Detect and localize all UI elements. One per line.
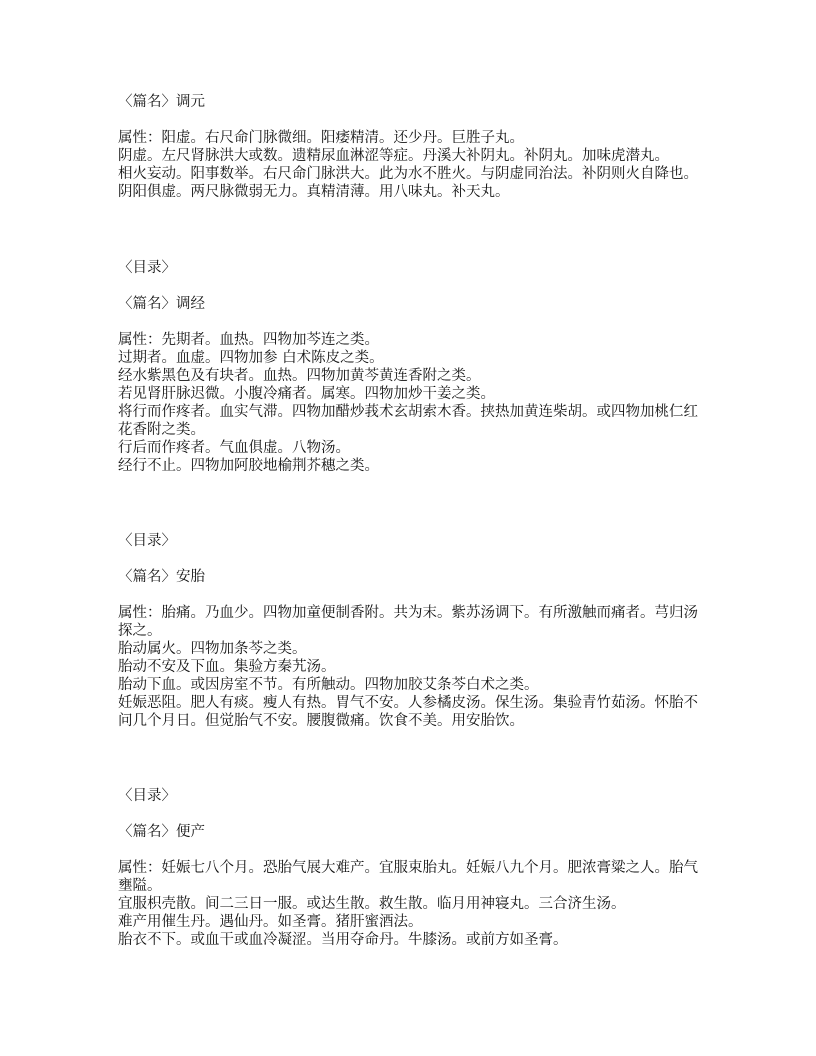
body-line: 胎动下血。或因房室不节。有所触动。四物加胶艾条芩白术之类。 bbox=[118, 677, 539, 693]
body-line: 若见肾肝脉迟微。小腹冷痛者。属寒。四物加炒干姜之类。 bbox=[118, 386, 495, 402]
body-line: 行后而作疼者。气血俱虚。八物汤。 bbox=[118, 440, 350, 456]
body-line: 属性：胎痛。乃血少。四物加童便制香附。共为末。紫苏汤调下。有所激触而痛者。芎归汤探之。 bbox=[118, 605, 698, 639]
body-line: 属性：先期者。血热。四物加芩连之类。 bbox=[118, 332, 379, 348]
body-line: 胎动不安及下血。集验方秦艽汤。 bbox=[118, 659, 336, 675]
section-body bbox=[118, 604, 702, 730]
body-line: 难产用催生丹。遇仙丹。如圣膏。猪肝蜜酒法。 bbox=[118, 914, 423, 930]
body-line: 过期者。血虚。四物加参 白术陈皮之类。 bbox=[118, 350, 384, 366]
body-line: 属性：妊娠七八个月。恐胎气展大难产。宜服束胎丸。妊娠八九个月。肥浓膏粱之人。胎气壅隘。 bbox=[118, 860, 698, 894]
toc-link[interactable]: 〈目录〉 bbox=[118, 260, 176, 276]
section-body bbox=[118, 331, 702, 475]
body-line: 相火妄动。阳事数举。右尺命门脉洪大。此为水不胜火。与阴虚同治法。补阴则火自降也。阴阳俱虚。两尺脉微弱无力。真精清薄。用八味丸。补天丸。 bbox=[118, 166, 698, 200]
section-body bbox=[118, 859, 702, 949]
body-line: 宜服枳壳散。间二三日一服。或达生散。救生散。临月用神寝丸。三合济生汤。 bbox=[118, 896, 626, 912]
toc-link[interactable]: 〈目录〉 bbox=[118, 788, 176, 804]
body-line: 妊娠恶阻。肥人有痰。瘦人有热。胃气不安。人参橘皮汤。保生汤。集验青竹茹汤。怀胎不问几个月日。但觉胎气不安。腰腹微痛。饮食不美。用安胎饮。 bbox=[118, 695, 698, 729]
section-body bbox=[118, 129, 702, 201]
section-title: 〈篇名〉调元 bbox=[118, 94, 205, 110]
body-line: 胎衣不下。或血干或血冷凝涩。当用夺命丹。牛膝汤。或前方如圣膏。 bbox=[118, 932, 568, 948]
body-line: 阴虚。左尺肾脉洪大或数。遗精尿血淋涩等症。丹溪大补阴丸。补阴丸。加味虎潜丸。 bbox=[118, 148, 669, 164]
body-line: 经行不止。四物加阿胶地榆荆芥穗之类。 bbox=[118, 458, 379, 474]
body-line: 属性：阳虚。右尺命门脉微细。阳痿精清。还少丹。巨胜子丸。 bbox=[118, 130, 524, 146]
body-line: 经水紫黑色及有块者。血热。四物加黄芩黄连香附之类。 bbox=[118, 368, 481, 384]
toc-link[interactable]: 〈目录〉 bbox=[118, 533, 176, 549]
body-line: 将行而作疼者。血实气滞。四物加醋炒莪术玄胡索木香。挟热加黄连柴胡。或四物加桃仁红花香附之类。 bbox=[118, 404, 698, 438]
section-title: 〈篇名〉便产 bbox=[118, 824, 205, 840]
section-title: 〈篇名〉安胎 bbox=[118, 569, 205, 585]
section-title: 〈篇名〉调经 bbox=[118, 296, 205, 312]
body-line: 胎动属火。四物加条芩之类。 bbox=[118, 641, 307, 657]
